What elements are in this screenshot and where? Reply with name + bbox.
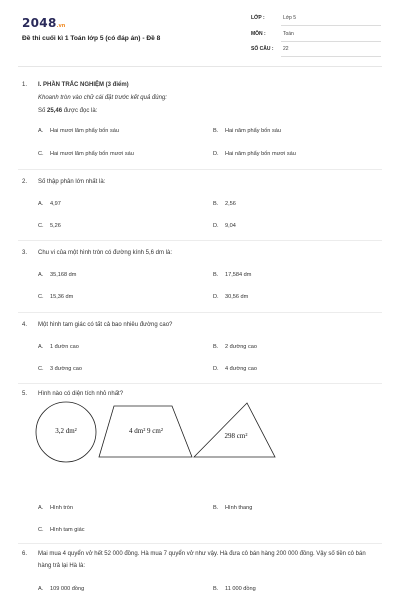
option-d[interactable]: D. Hai năm phẩy bốn mươi sáu [213,151,296,157]
page-header [0,0,400,66]
meta-subject [251,30,381,42]
meta-key: SỐ CÂU : [251,46,274,52]
option-b[interactable]: B. 11 000 đồng [213,586,256,592]
meta-underline [281,56,381,57]
meta-value: 22 [283,46,289,52]
option-a[interactable]: A. 35,168 dm [38,272,77,278]
question-number: 3. [22,250,28,256]
question-text: Một hình tam giác có tất cả bao nhiêu đường cao? [38,322,173,328]
shapes-figure [34,401,264,463]
meta-class [251,14,381,26]
option-c[interactable]: C. Hình tam giác [38,527,85,533]
meta-underline [281,41,381,42]
option-c[interactable]: C. 3 đường cao [38,366,82,372]
option-a[interactable]: A. Hình tròn [38,505,74,511]
instruction-text: Khoanh tròn vào chữ cái đặt trước kết quả đúng: [38,95,167,101]
option-d[interactable]: D. 30,56 dm [213,294,249,300]
question-number: 2. [22,179,28,185]
option-b[interactable]: B. Hai năm phẩy bốn sáu [213,128,281,134]
question-text: Chu vi của một hình tròn có đường kính 5,6 dm là: [38,250,173,256]
question-divider [18,169,382,170]
question-divider [18,240,382,241]
shapes-svg [34,401,264,463]
question-divider [18,543,382,544]
option-a[interactable]: A. 1 đườn cao [38,344,79,350]
question-number: 1. [22,82,28,88]
meta-key: MÔN : [251,31,266,37]
question-divider [18,383,382,384]
triangle-label: 298 cm² [224,432,248,440]
option-d[interactable]: D. 4 đường cao [213,366,257,372]
site-logo[interactable]: 2048.vn [22,16,66,30]
option-b[interactable]: B. 2,56 [213,201,236,207]
option-b[interactable]: B. 2 đường cao [213,344,257,350]
triangle-shape [194,403,275,457]
circle-label: 3,2 dm² [55,427,77,435]
meta-value: Toán [283,31,294,37]
meta-question-count [251,45,381,57]
trapezoid-label: 4 dm² 9 cm² [129,427,163,435]
meta-value: Lớp 5 [283,15,297,21]
option-a[interactable]: A. 4,97 [38,201,61,207]
document-title: Đề thi cuối kì 1 Toán lớp 5 (có đáp án) - Đề 8 [22,35,161,42]
question-number: 6. [22,551,28,557]
option-c[interactable]: C. 5,26 [38,223,61,229]
question-number: 5. [22,391,28,397]
question-text: Số 25,46 được đọc là: [38,108,98,114]
option-a[interactable]: A. Hai mươi lăm phẩy bốn sáu [38,128,119,134]
meta-underline [281,25,381,26]
option-c[interactable]: C. 15,36 dm [38,294,74,300]
question-text: Mai mua 4 quyển vở hết 52 000 đồng. Hà mua 7 quyển vở như vậy. Hà đưa cô bán hàng 200 000 đồng. Vậy số tiền cô bán hàng trả lại Hà là: [38,551,366,569]
option-d[interactable]: D. 9,04 [213,223,236,229]
option-b[interactable]: B. 17,584 dm [213,272,252,278]
question-number: 4. [22,322,28,328]
question-text: Hình nào có diện tích nhỏ nhất? [38,391,124,397]
option-b[interactable]: B. Hình thang [213,505,253,511]
option-c[interactable]: C. Hai mươi lăm phẩy bốn mươi sáu [38,151,134,157]
question-divider [18,312,382,313]
option-a[interactable]: A. 109 000 đồng [38,586,85,592]
header-divider [18,66,382,67]
question-text: Số thập phân lớn nhất là: [38,179,106,185]
meta-key: LỚP : [251,15,265,21]
section-heading: I. PHẦN TRẮC NGHIỆM (3 điểm) [38,82,129,88]
